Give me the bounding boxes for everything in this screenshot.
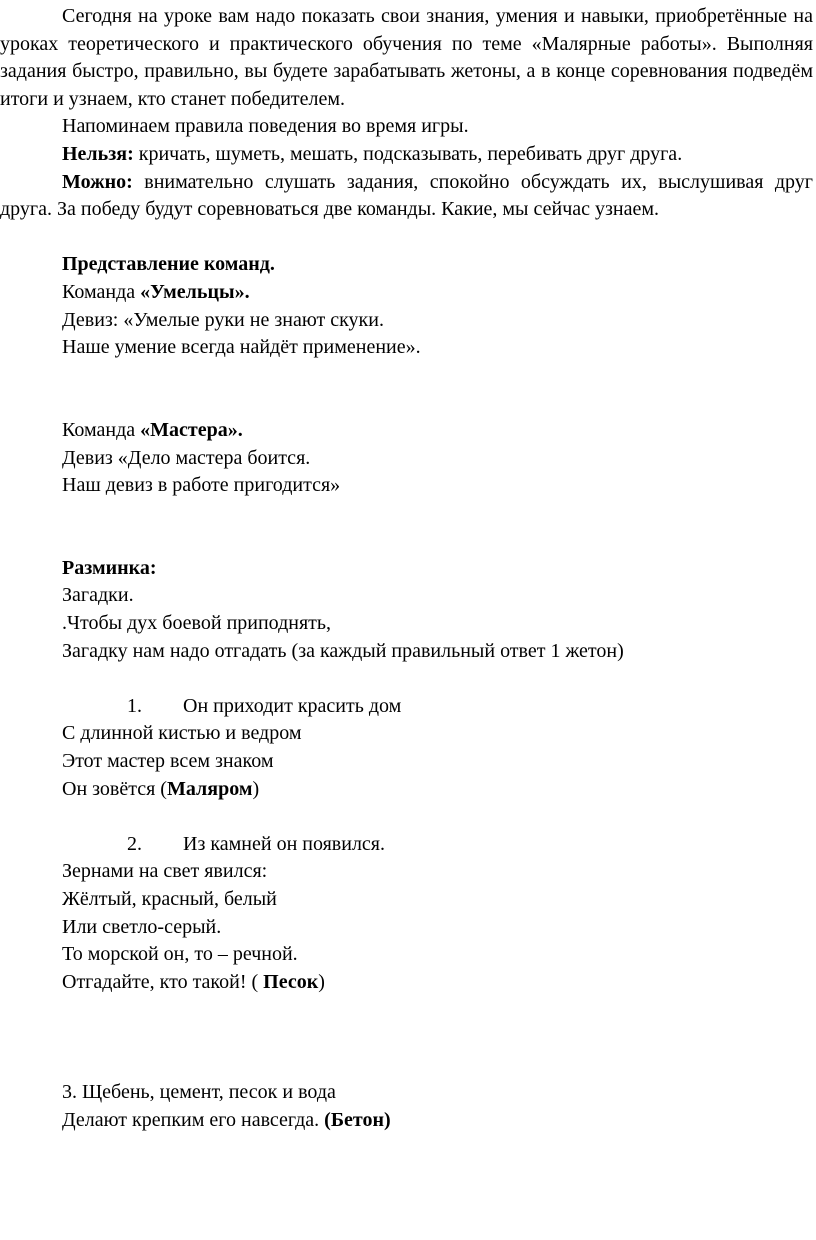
team1-prefix: Команда: [62, 280, 141, 303]
riddle1-line3: Этот мастер всем знаком: [62, 750, 274, 773]
spacer: [0, 500, 813, 555]
warmup-heading-text: Разминка:: [62, 556, 157, 579]
team1-motto-line2: Наше умение всегда найдёт применение».: [62, 336, 421, 359]
riddle1-line4-post: ): [252, 777, 260, 800]
riddle1-line4-pre: Он зовётся (: [62, 777, 167, 800]
riddle3-line2-pre: Делают крепким его навсегда.: [62, 1108, 325, 1131]
team2-motto-line1: Девиз «Дело мастера боится.: [62, 446, 311, 469]
riddle2-line1-text: Из камней он появился.: [183, 832, 386, 855]
intro-paragraph: Сегодня на уроке вам надо показать свои знания, умения и навыки, приобретённые на уроках теоретического и практического обучения по теме «Малярные работы». Выполняя задания быстро, правильно, вы будете зарабатывать жетоны, а в конце соревнования подведём итоги и узнаем, кто станет победителем.: [0, 5, 813, 110]
riddle2-line4: Или светло-серый.: [62, 915, 222, 938]
riddle1-number: 1.: [127, 694, 142, 717]
riddle2-line6: [62, 969, 813, 997]
riddle1-line1-text: Он приходит красить дом: [183, 694, 402, 717]
team2-line: [62, 417, 813, 445]
rules-forbidden-text: кричать, шуметь, мешать, подсказывать, перебивать друг друга.: [133, 142, 683, 165]
team1-line: [62, 279, 813, 307]
rules-allowed-text: внимательно слушать задания, спокойно обсуждать их, выслушивая друг друга. За победу будут соревноваться две команды. Какие, мы сейчас узнаем.: [0, 170, 813, 221]
riddle2-number: 2.: [127, 832, 142, 855]
riddle3-line1: 3. Щебень, цемент, песок и вода: [62, 1081, 336, 1104]
riddle2-line5: То морской он, то – речной.: [62, 943, 298, 966]
rules-forbidden-label: Нельзя:: [62, 142, 134, 165]
riddle1-answer: Маляром: [166, 777, 253, 800]
teams-heading: [62, 251, 813, 279]
warmup-line2: .Чтобы дух боевой приподнять,: [62, 612, 332, 635]
warmup-line3: Загадку нам надо отгадать (за каждый правильный ответ 1 жетон): [62, 639, 624, 662]
riddle3-line2: [62, 1107, 813, 1135]
warmup-heading: [62, 555, 813, 583]
team2-motto-line2: Наш девиз в работе пригодится»: [62, 474, 341, 497]
spacer: [0, 996, 813, 1079]
riddle3-answer: (Бетон): [324, 1108, 391, 1131]
riddle2-line1: [127, 831, 813, 859]
team2-name: «Мастера».: [140, 418, 243, 441]
rules-reminder: Напоминаем правила поведения во время игры.: [62, 115, 469, 138]
teams-heading-text: Представление команд.: [62, 253, 275, 276]
spacer: [0, 224, 813, 252]
team2-prefix: Команда: [62, 418, 141, 441]
riddle2-line6-post: ): [318, 970, 325, 993]
riddle2-line6-pre: Отгадайте, кто такой! (: [62, 970, 264, 993]
rules-allowed-label: Можно:: [62, 170, 133, 193]
spacer: [0, 665, 813, 693]
spacer: [0, 803, 813, 831]
rules-forbidden: [0, 141, 813, 169]
team1-motto-line1: Девиз: «Умелые руки не знают скуки.: [62, 308, 384, 331]
riddle2-line2: Зернами на свет явился:: [62, 860, 268, 883]
riddle1-line1: [127, 693, 813, 721]
riddle1-line2: С длинной кистью и ведром: [62, 722, 302, 745]
riddle1-line4: [62, 776, 813, 804]
rules-allowed: [0, 169, 813, 224]
team1-name: «Умельцы».: [140, 280, 250, 303]
warmup-line1: Загадки.: [62, 584, 134, 607]
spacer: [0, 362, 813, 417]
riddle2-line3: Жёлтый, красный, белый: [62, 888, 277, 910]
riddle2-answer: Песок: [263, 970, 319, 993]
